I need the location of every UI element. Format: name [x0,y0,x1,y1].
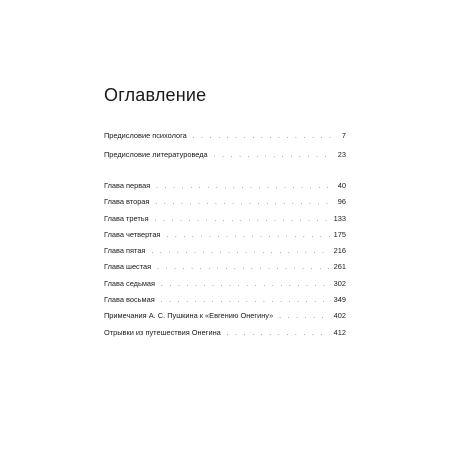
dot-leader [279,309,329,325]
toc-entry [104,292,346,308]
toc-entry-label: Глава восьмая [104,295,155,305]
toc-entry [104,178,346,194]
toc-entry-label: Отрывки из путешествия Онегина [104,327,221,337]
toc-entry-page: 261 [333,262,346,272]
toc-entry-label: Примечания А. С. Пушкина к «Евгению Онегину» [104,311,274,321]
dot-leader [166,228,329,244]
toc-entry-label: Глава седьмая [104,278,156,288]
toc-entry [104,259,346,275]
toc-entry-page: 40 [337,181,346,190]
toc-entry [104,145,346,164]
toc-entry-label: Глава вторая [104,197,150,207]
toc-entry-page: 302 [333,278,346,288]
toc-entry-page: 175 [333,229,346,239]
toc-entry-page: 216 [333,246,346,256]
toc-entry-page: 412 [333,327,346,337]
toc-entry-label: Глава третья [104,213,149,223]
toc-entry-page: 402 [333,311,346,321]
toc-group-chapters [104,178,346,341]
dot-leader [155,212,330,228]
toc-entry [104,227,346,243]
toc-entry-page: 7 [341,131,346,140]
toc-entry-label: Глава четвертая [104,229,161,239]
toc-entry [104,194,346,210]
dot-leader [151,244,329,260]
toc-entry-label: Предисловие литературоведа [104,150,208,159]
toc-entry-label: Глава первая [104,181,151,190]
toc-entry [104,276,346,292]
toc-entry-page: 349 [333,295,346,305]
dot-leader [157,260,329,276]
toc-entry-label: Глава шестая [104,262,152,272]
toc-entry-label: Глава пятая [104,246,146,256]
dot-leader [155,195,332,211]
dot-leader [156,179,332,195]
toc-entry [104,126,346,145]
toc-entry [104,211,346,227]
dot-leader [193,128,332,147]
toc-entry-page: 133 [333,213,346,223]
toc-group-prefaces [104,126,346,164]
toc-entry-page: 23 [337,150,346,159]
toc-entry-label: Предисловие психолога [104,131,187,140]
toc-entry [104,243,346,259]
toc-entry-page: 96 [337,197,346,207]
page-title: Оглавление [104,85,207,105]
dot-leader [214,147,332,166]
dot-leader [227,326,330,342]
dot-leader [161,277,330,293]
toc-entry [104,308,346,324]
toc-entry [104,325,346,341]
dot-leader [161,293,330,309]
